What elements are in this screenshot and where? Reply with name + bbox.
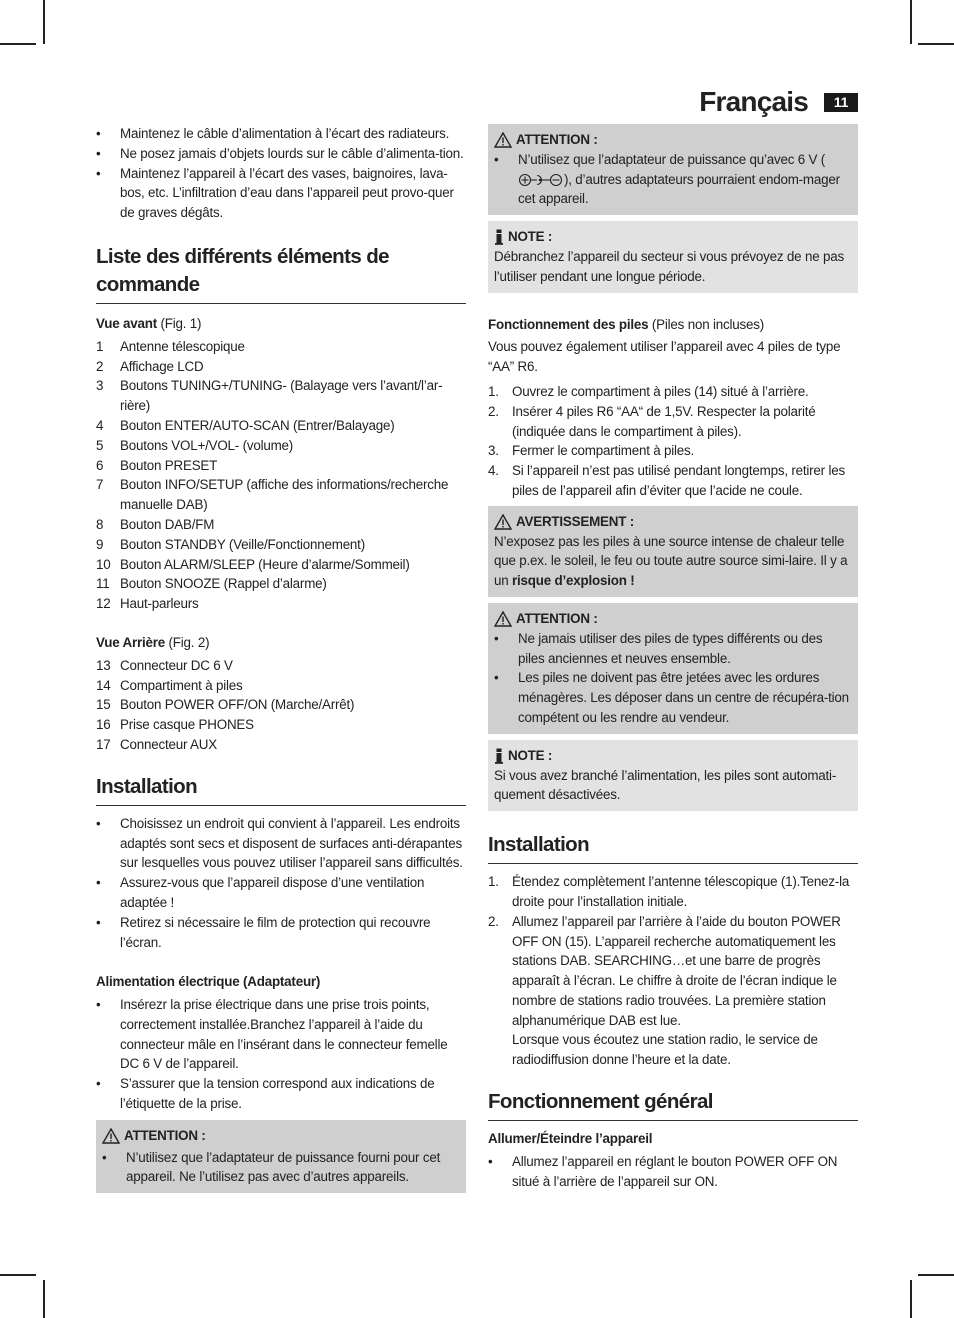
- warning-icon: [102, 1128, 120, 1144]
- battery-subheading: Fonctionnement des piles (Piles non incluses): [488, 316, 764, 332]
- attention-title: ATTENTION :: [494, 130, 852, 150]
- crop-mark: [0, 1274, 36, 1276]
- list-item: 3. Fermer le compartiment à piles.: [488, 443, 695, 459]
- list-item: 2 Affichage LCD: [96, 358, 204, 374]
- front-view-label: Vue avant (Fig. 1): [96, 315, 202, 331]
- power-bullet-list: [96, 995, 466, 1114]
- list-item: • N’utilisez que l’adaptateur de puissance fourni pour cet appareil. Ne l’utilisez pas avec d’autres appareils.: [102, 1148, 460, 1188]
- crop-mark: [43, 0, 45, 44]
- attention-title: ATTENTION :: [494, 609, 852, 629]
- list-item: 10 Bouton ALARM/SLEEP (Heure d’alarme/Sommeil): [96, 556, 410, 572]
- list-item: • Les piles ne doivent pas être jetées avec les ordures ménagères. Les déposer dans un centre de récupéra-tion compétent ou les rendre au vendeur.: [494, 668, 852, 727]
- intro-bullet-list: [96, 124, 466, 223]
- attention-bullet-list: [102, 1148, 460, 1188]
- list-item: 17 Connecteur AUX: [96, 736, 217, 752]
- onoff-bullet-list: [488, 1152, 858, 1192]
- list-item: 13 Connecteur DC 6 V: [96, 657, 233, 673]
- warning-icon: [494, 514, 512, 530]
- installation-bullet-list: [96, 814, 466, 953]
- page-number: 11: [824, 93, 858, 112]
- info-icon: [494, 229, 504, 245]
- right-column: [488, 124, 858, 1191]
- list-item: 1. Ouvrez le compartiment à piles (14) situé à l’arrière.: [488, 383, 809, 399]
- list-item: 5 Boutons VOL+/VOL- (volume): [96, 437, 294, 453]
- list-item: • Maintenez l’appareil à l’écart des vases, baignoires, lava-bos, etc. L’infiltration d’eau dans l’appareil peut provo-quer de graves dégâts.: [96, 164, 466, 223]
- power-subheading: Alimentation électrique (Adaptateur): [96, 974, 321, 990]
- list-item: 6 Bouton PRESET: [96, 457, 218, 473]
- list-item: • Retirez si nécessaire le film de protection qui recouvre l’écran.: [96, 913, 466, 953]
- list-item: 12 Haut-parleurs: [96, 596, 199, 612]
- warning-box: [488, 506, 858, 597]
- attention-box: [96, 1120, 466, 1193]
- warning-icon: [494, 611, 512, 627]
- list-item: 2. Insérer 4 piles R6 “AA“ de 1,5V. Respecter la polarité (indiquée dans le compartiment à piles).: [488, 403, 816, 439]
- installation-steps-list: [488, 872, 858, 1070]
- onoff-subheading: Allumer/Éteindre l’appareil: [488, 1131, 653, 1147]
- list-item: 3 Boutons TUNING+/TUNING- (Balayage vers l’avant/l’ar-rière): [96, 378, 443, 414]
- list-item: 9 Bouton STANDBY (Veille/Fonctionnement): [96, 536, 365, 552]
- list-item: 1. Étendez complètement l’antenne télescopique (1).Tenez-la droite pour l’installation initiale.: [488, 874, 850, 909]
- section-heading-installation: Installation: [96, 773, 466, 806]
- attention-box: [488, 603, 858, 734]
- rear-view-label: Vue Arrière (Fig. 2): [96, 634, 210, 650]
- list-item: • Maintenez le câble d’alimentation à l’écart des radiateurs.: [96, 124, 466, 144]
- crop-mark: [0, 43, 36, 45]
- list-item: 8 Bouton DAB/FM: [96, 516, 215, 532]
- list-item: 2. Allumez l’appareil par l’arrière à l’aide du bouton POWER OFF ON (15). L’appareil recherche automatiquement les stations DAB. SEARCHING…et une barre de progrès apparaît à l’écran. Le chiffre à droite de l’écran indique le nombre de stations radio trouvées. La première station alphanumérique DAB est lue. Lorsque vous écoutez une station radio, le service de radiodiffusion donne l’heure et la date.: [488, 913, 841, 1068]
- list-item: • Assurez-vous que l’appareil dispose d’une ventilation adaptée !: [96, 873, 466, 913]
- list-item: • Ne jamais utiliser des piles de types différents ou des piles anciennes et neuves ensemble.: [494, 629, 852, 669]
- section-heading-general: Fonctionnement général: [488, 1088, 858, 1121]
- note-text: Débranchez l’appareil du secteur si vous prévoyez de ne pas l’utiliser pendant une longue période.: [494, 248, 844, 284]
- list-item: 15 Bouton POWER OFF/ON (Marche/Arrêt): [96, 697, 355, 713]
- info-icon: [494, 748, 504, 764]
- list-item: • N’utilisez que l’adaptateur de puissance qu’avec 6 V (), d’autres adaptateurs pourraient endom-mager cet appareil.: [494, 150, 852, 209]
- note-box: [488, 221, 858, 292]
- list-item: • Insérezr la prise électrique dans une prise trois points, correctement installée.Branchez l’appareil à l’aide du connecteur mâle en l’insérant dans le connecteur femelle DC 6 V de l’appareil.: [96, 995, 466, 1074]
- battery-steps-list: [488, 382, 858, 501]
- section-heading-installation: Installation: [488, 831, 858, 864]
- list-item: • S’assurer que la tension correspond aux indications de l’étiquette de la prise.: [96, 1074, 466, 1114]
- left-column: [96, 124, 466, 1193]
- attention-bullet-list: [494, 629, 852, 728]
- crop-mark: [918, 43, 954, 45]
- list-item: 7 Bouton INFO/SETUP (affiche des informations/recherche manuelle DAB): [96, 477, 449, 513]
- section-heading-controls: Liste des différents éléments de commande: [96, 243, 466, 304]
- crop-mark: [910, 0, 912, 44]
- note-title: NOTE :: [494, 746, 852, 766]
- note-title: NOTE :: [494, 227, 852, 247]
- list-item: • Allumez l’appareil en réglant le bouton POWER OFF ON situé à l’arrière de l’appareil sur ON.: [488, 1152, 858, 1192]
- warning-icon: [494, 132, 512, 148]
- note-text: Si vous avez branché l’alimentation, les piles sont automati-quement désactivées.: [494, 767, 837, 803]
- list-item: 1 Antenne télescopique: [96, 338, 245, 354]
- front-items-list: [96, 337, 466, 614]
- list-item: 4. Si l’appareil n’est pas utilisé pendant longtemps, retirer les piles de l’appareil afin d’éviter que l’acide ne coule.: [488, 463, 845, 498]
- crop-mark: [910, 1280, 912, 1318]
- attention-title: ATTENTION :: [102, 1126, 460, 1146]
- attention-bullet-list: [494, 150, 852, 209]
- list-item: 4 Bouton ENTER/AUTO-SCAN (Entrer/Balayage): [96, 417, 395, 433]
- page-title: Français: [699, 86, 808, 117]
- battery-intro: Vous pouvez également utiliser l’appareil avec 4 piles de type “AA” R6.: [488, 339, 841, 375]
- polarity-symbol-icon: [518, 173, 564, 187]
- warning-text: N’exposez pas les piles à une source intense de chaleur telle que p.ex. le soleil, le feu ou toute autre source simi-laire. Il y a un risque d’explosion !: [494, 533, 848, 589]
- list-item: • Choisissez un endroit qui convient à l’appareil. Les endroits adaptés sont secs et disposent de surfaces anti-dérapantes sur lesquelles vous pouvez utiliser l’appareil sans difficultés.: [96, 814, 466, 873]
- list-item: 16 Prise casque PHONES: [96, 717, 254, 733]
- rear-items-list: [96, 656, 466, 755]
- list-item: 11 Bouton SNOOZE (Rappel d’alarme): [96, 576, 327, 592]
- list-item: 14 Compartiment à piles: [96, 677, 243, 693]
- note-box: [488, 740, 858, 811]
- list-item: • Ne posez jamais d’objets lourds sur le câble d’alimenta-tion.: [96, 144, 466, 164]
- crop-mark: [43, 1280, 45, 1318]
- crop-mark: [918, 1274, 954, 1276]
- attention-box: [488, 124, 858, 215]
- warning-title: AVERTISSEMENT :: [494, 512, 852, 532]
